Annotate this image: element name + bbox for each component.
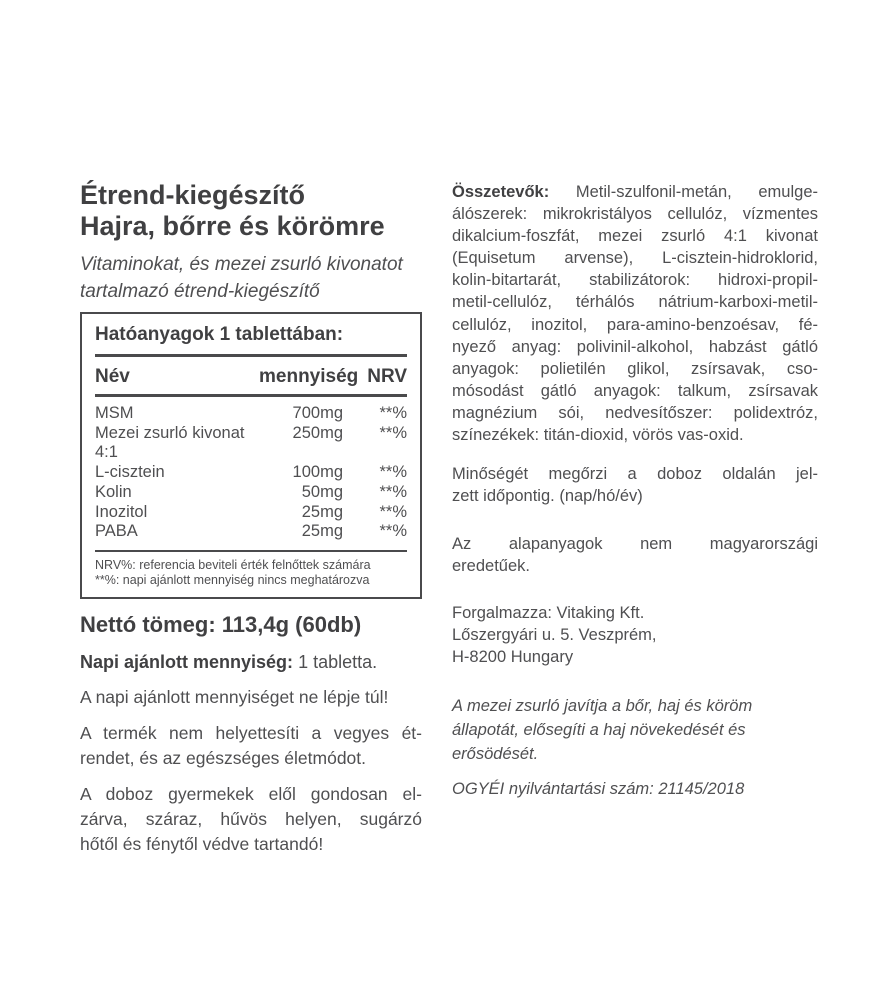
- text-line: A termék nem helyettesíti a vegyes ét-: [80, 722, 422, 743]
- product-title: [80, 180, 422, 242]
- origin-paragraph: [452, 533, 818, 577]
- text-line: mósodást gátló anyagok: talkum, zsírsavak: [452, 381, 818, 400]
- distributor-address: [452, 602, 818, 668]
- column-header-quantity: mennyiség: [259, 366, 359, 387]
- text-line: zett időpontig. (nap/hó/év): [452, 487, 643, 506]
- cell-nrv: **%: [379, 404, 407, 422]
- table-body: [95, 397, 407, 550]
- table-row: [95, 463, 407, 483]
- text-line: erősödését.: [452, 744, 539, 763]
- text-line: tartalmazó étrend-kiegészítő: [80, 281, 320, 302]
- text-line: Minőségét megőrzi a doboz oldalán jel-: [452, 465, 818, 484]
- text-line: magnézium sói, nedvesítőszer: polidextróz,: [452, 403, 818, 422]
- cell-name: Kolin: [95, 482, 132, 501]
- table-row: [95, 522, 407, 542]
- daily-dose-value: 1 tabletta.: [298, 651, 378, 672]
- text-line: állapotát, elősegíti a haj növekedését és: [452, 720, 746, 739]
- table-footnotes: [95, 558, 407, 590]
- text-line: Lőszergyári u. 5. Veszprém,: [452, 625, 657, 644]
- text-line: NRV%: referencia beviteli érték felnőttek számára: [95, 557, 371, 572]
- ingredients-lines: [452, 203, 818, 446]
- ingredients-label: Összetevők:: [452, 183, 550, 201]
- table-row: [95, 424, 407, 463]
- text-line: dikalcium-foszfát, mezei zsurló 4:1 kivonat: [452, 227, 818, 246]
- text-line: Hajra, bőrre és körömre: [80, 211, 385, 241]
- table-heading: Hatóanyagok 1 tablettában:: [95, 324, 344, 345]
- text-line: Vitaminokat, és mezei zsurló kivonatot: [80, 254, 403, 275]
- text-line: nyező anyag: polivinil-alkohol, habzást gátló: [452, 337, 818, 356]
- text-line: rendet, és az egészséges életmódot.: [80, 747, 367, 768]
- daily-dose-label: Napi ajánlott mennyiség:: [80, 651, 294, 672]
- table-header-row: [95, 357, 407, 394]
- text-line: H-8200 Hungary: [452, 647, 574, 666]
- daily-dose: [80, 650, 422, 674]
- divider: [95, 550, 407, 552]
- ingredients-paragraph: [452, 181, 818, 446]
- cell-nrv: **%: [379, 482, 407, 501]
- text-line: zárva, száraz, hűvös helyen, sugárzó: [80, 808, 422, 829]
- left-column: [80, 180, 422, 857]
- supplement-facts-table: [80, 312, 422, 599]
- text-line: A doboz gyermekek elől gondosan el-: [80, 783, 422, 804]
- cell-nrv: **%: [379, 522, 407, 541]
- text-line: Étrend-kiegészítő: [80, 180, 306, 210]
- cell-quantity: 25mg: [301, 502, 343, 521]
- cell-quantity: 50mg: [301, 482, 343, 501]
- text-line: Az alapanyagok nem magyarországi: [452, 535, 818, 554]
- text-line: (Equisetum arvense), L-cisztein-hidroklorid,: [452, 249, 818, 268]
- text-line: eredetűek.: [452, 557, 530, 576]
- cell-quantity: 25mg: [301, 522, 343, 541]
- column-header-name: Név: [95, 366, 130, 387]
- cell-nrv: **%: [379, 423, 407, 442]
- table-row: [95, 483, 407, 503]
- net-weight: Nettó tömeg: 113,4g (60db): [80, 611, 362, 637]
- ingredients-first-rest: Metil-szulfonil-metán, emulge-: [575, 183, 818, 201]
- quality-paragraph: [452, 463, 818, 507]
- ingredients-first-line: [452, 181, 818, 203]
- text-line: anyagok: polietilén glikol, zsírsavak, cso-: [452, 359, 818, 378]
- text-line: **%: napi ajánlott mennyiség nincs meghatározva: [95, 572, 370, 587]
- registration-number: OGYÉI nyilvántartási szám: 21145/2018: [452, 779, 745, 798]
- cell-quantity: 250mg: [292, 423, 343, 442]
- cell-name: MSM: [95, 404, 134, 422]
- warning-varied-diet: [80, 721, 422, 771]
- text-line: metil-cellulóz, térhálós nátrium-karboxi-metil-: [452, 293, 818, 312]
- cell-name: Mezei zsurló kivonat 4:1: [95, 423, 245, 462]
- cell-name: Inozitol: [95, 502, 148, 521]
- product-subtitle: [80, 251, 422, 305]
- warning-storage: [80, 782, 422, 857]
- cell-quantity: 700mg: [292, 404, 343, 422]
- text-line: hőtől és fénytől védve tartandó!: [80, 833, 324, 854]
- table-row: [95, 503, 407, 523]
- right-column: [452, 181, 818, 801]
- text-line: Forgalmazza: Vitaking Kft.: [452, 603, 645, 622]
- claim-paragraph: [452, 694, 818, 766]
- cell-nrv: **%: [379, 463, 407, 482]
- warning-do-not-exceed: A napi ajánlott mennyiséget ne lépje túl!: [80, 686, 389, 707]
- text-line: A mezei zsurló javítja a bőr, haj és köröm: [452, 696, 753, 715]
- text-line: színezékek: titán-dioxid, vörös vas-oxid.: [452, 426, 744, 445]
- cell-name: PABA: [95, 522, 138, 541]
- cell-quantity: 100mg: [292, 463, 343, 482]
- column-header-nrv: NRV: [367, 366, 407, 387]
- text-line: cellulóz, inozitol, para-amino-benzoésav, fé-: [452, 315, 818, 334]
- cell-nrv: **%: [379, 502, 407, 521]
- text-line: álószerek: mikrokristályos cellulóz, vízmentes: [452, 205, 818, 224]
- table-row: [95, 404, 407, 424]
- cell-name: L-cisztein: [95, 463, 165, 482]
- text-line: kolin-bitartarát, stabilizátorok: hidroxi-propil-: [452, 271, 818, 290]
